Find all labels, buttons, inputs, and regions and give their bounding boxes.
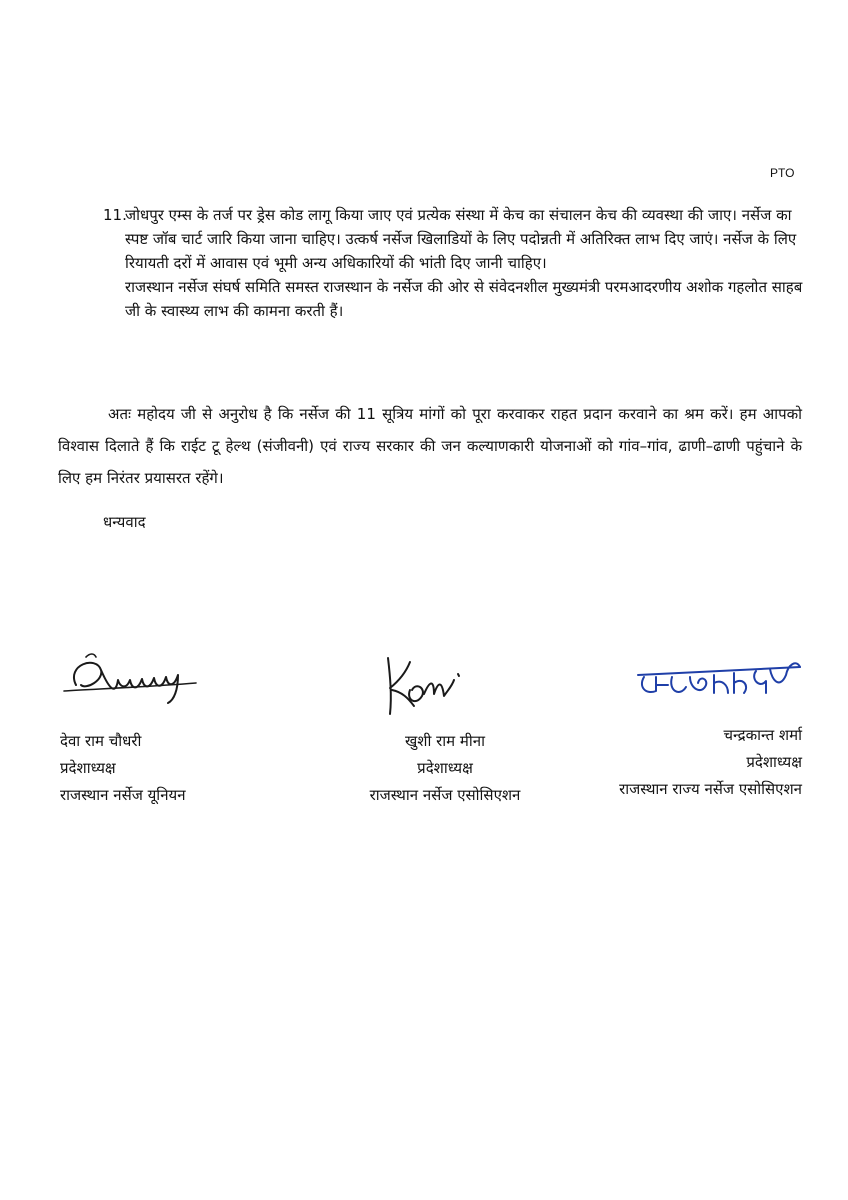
signatory-block-left [60,728,186,809]
signatory-name: देवा राम चौधरी [60,732,142,750]
signature-deva-ram [56,645,206,705]
thanks-text: धन्यवाद [103,513,146,531]
signature-khushi-ram [370,650,480,720]
request-paragraph: अतः महोदय जी से अनुरोध है कि नर्सेज की 11 सूत्रिय मांगों को पूरा करवाकर राहत प्रदान करवाने का श्रम करें। हम आपको विश्वास दिलाते हैं कि राईट टू हेल्थ (संजीवनी) एवं राज्य सरकार की जन कल्याणकारी योजनाओं को गांव–गांव, ढाणी–ढाणी पहुंचाने के लिए हम निरंतर प्रयासरत रहेंगे। [58,405,802,487]
signatory-title: प्रदेशाध्यक्ष [60,759,116,777]
signature-scribble-left [56,645,206,705]
pto-marker: PTO [770,166,795,180]
signature-scribble-right [610,645,810,715]
signatory-name: चन्द्रकान्त शर्मा [723,726,802,744]
signature-scribble-mid [370,650,480,720]
signatory-block-middle [340,728,550,809]
signatory-name: खुशी राम मीना [405,732,485,750]
signatory-organization: राजस्थान नर्सेज एसोसिएशन [369,786,521,804]
item-number: 11. [103,206,127,224]
signatory-title: प्रदेशाध्यक्ष [417,759,473,777]
signatory-organization: राजस्थान राज्य नर्सेज एसोसिएशन [619,780,802,798]
signatory-block-right [560,722,802,803]
signature-chandrakant [610,645,810,715]
item-paragraph-wishes: राजस्थान नर्सेज संघर्ष समिति समस्त राजस्थान के नर्सेज की ओर से संवेदनशील मुख्यमंत्री परमआदरणीय अशोक गहलोत साहब जी के स्वास्थ्य लाभ की कामना करती हैं। [125,278,803,320]
item-body [125,203,803,323]
demand-item-11 [103,203,803,323]
signatory-title: प्रदेशाध्यक्ष [746,753,802,771]
signatory-organization: राजस्थान नर्सेज यूनियन [60,786,186,804]
item-paragraph-demands: जोधपुर एम्स के तर्ज पर ड्रेस कोड लागू किया जाए एवं प्रत्येक संस्था में केच का संचालन केच की व्यवस्था की जाए। नर्सेज का स्पष्ट जॉब चार्ट जारि किया जाना चाहिए। उत्कर्ष नर्सेज खिलाडियों के लिए पदोन्नती में अतिरिक्त लाभ दिए जाएं। नर्सेज के लिए रियायती दरों में आवास एवं भूमी अन्य अधिकारियों की भांती दिए जानी चाहिए। [125,206,797,272]
